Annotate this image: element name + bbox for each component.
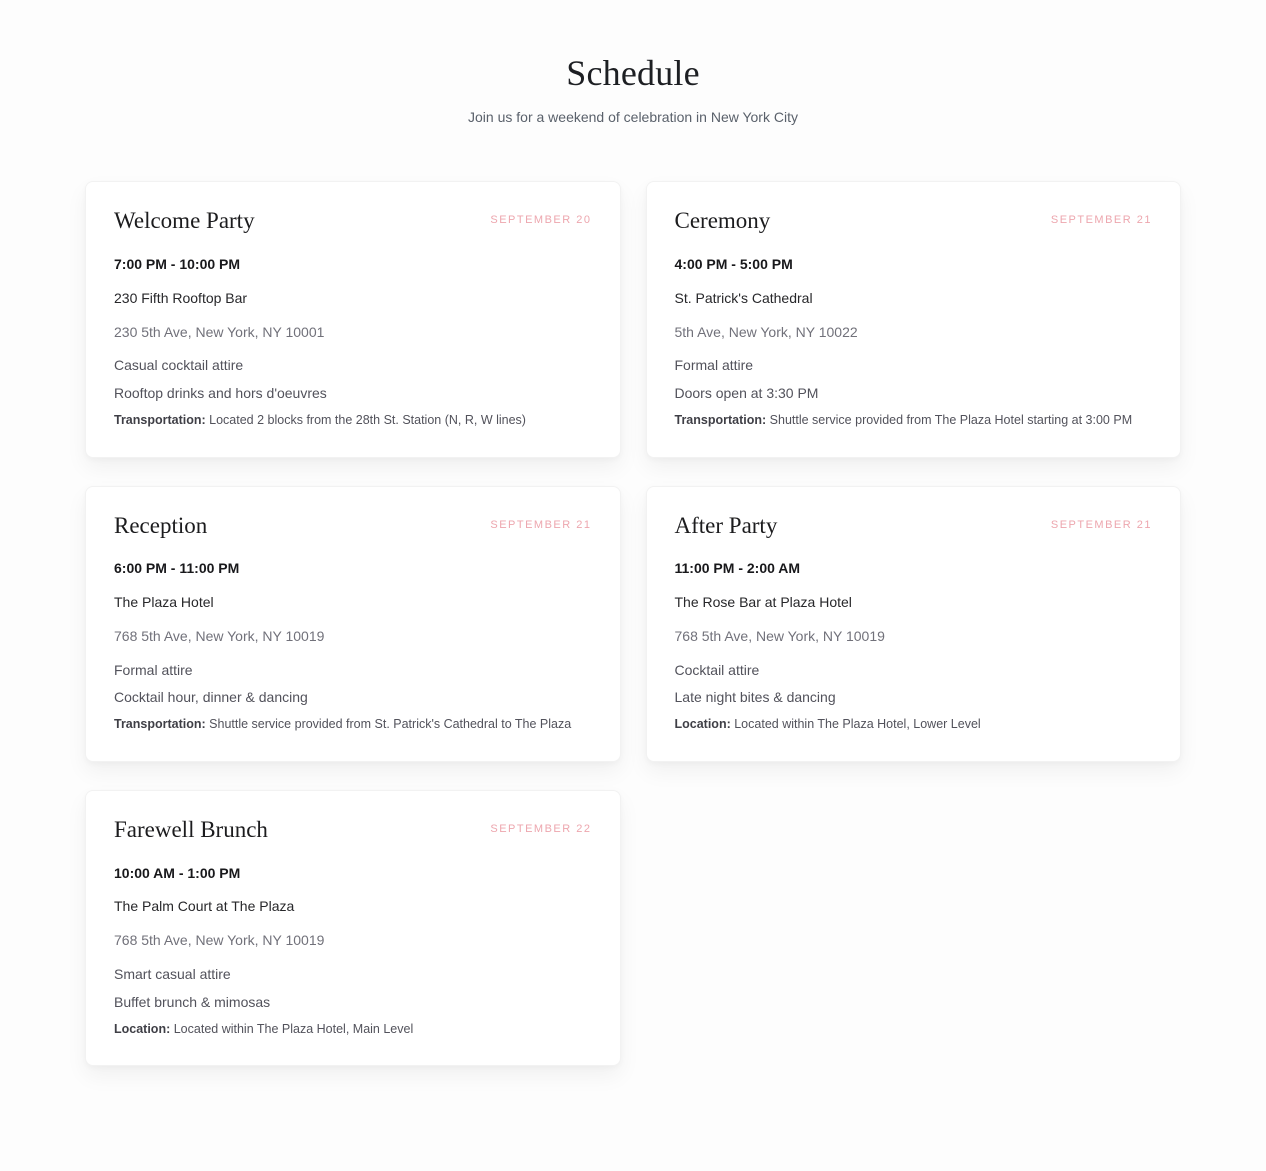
event-title: Ceremony	[674, 208, 771, 234]
event-card-after-party	[646, 486, 1182, 762]
event-note	[675, 717, 1153, 733]
event-venue: The Palm Court at The Plaza	[114, 898, 295, 915]
event-time: 10:00 AM - 1:00 PM	[114, 864, 241, 881]
event-time: 4:00 PM - 5:00 PM	[674, 255, 793, 272]
event-date-badge: SEPTEMBER 20	[490, 214, 592, 227]
page-header	[0, 52, 1266, 125]
event-note-label: Transportation:	[674, 412, 767, 427]
event-card-header	[675, 207, 1153, 236]
event-venue: The Plaza Hotel	[114, 594, 214, 611]
page-title: Schedule	[566, 53, 700, 93]
event-attire: Formal attire	[114, 661, 193, 678]
event-time: 6:00 PM - 11:00 PM	[114, 560, 240, 577]
event-note-text: Located 2 blocks from the 28th St. Station (N, R, W lines)	[209, 412, 526, 427]
event-note-text: Located within The Plaza Hotel, Main Level	[173, 1021, 414, 1036]
event-address: 5th Ave, New York, NY 10022	[674, 323, 858, 340]
event-card-header	[675, 512, 1153, 541]
event-card-welcome-party	[85, 181, 621, 457]
event-attire: Smart casual attire	[114, 966, 231, 983]
event-card-header	[114, 816, 592, 845]
event-note-label: Location:	[674, 717, 731, 732]
event-time: 7:00 PM - 10:00 PM	[114, 255, 241, 272]
event-note	[114, 413, 592, 429]
event-address: 768 5th Ave, New York, NY 10019	[114, 932, 325, 949]
event-address: 768 5th Ave, New York, NY 10019	[674, 627, 885, 644]
event-card-ceremony	[646, 181, 1182, 457]
event-attire: Cocktail attire	[674, 661, 760, 678]
event-venue: The Rose Bar at Plaza Hotel	[674, 594, 852, 611]
event-title: Reception	[114, 512, 208, 538]
event-card-header	[114, 512, 592, 541]
event-attire: Casual cocktail attire	[114, 357, 244, 374]
event-title: After Party	[674, 512, 778, 538]
event-card-reception	[85, 486, 621, 762]
event-title: Farewell Brunch	[114, 816, 268, 842]
event-note-label: Transportation:	[114, 717, 206, 732]
page-subtitle: Join us for a weekend of celebration in New York City	[468, 109, 798, 126]
events-grid	[85, 181, 1181, 1146]
event-attire: Formal attire	[674, 357, 754, 374]
event-date-badge: SEPTEMBER 21	[1050, 214, 1152, 227]
event-note	[114, 717, 592, 733]
event-title: Welcome Party	[114, 208, 255, 234]
event-card-header	[114, 207, 592, 236]
event-description: Cocktail hour, dinner & dancing	[114, 689, 308, 706]
event-note-text: Shuttle service provided from St. Patrick's Cathedral to The Plaza	[209, 717, 572, 732]
event-note-text: Located within The Plaza Hotel, Lower Level	[734, 717, 981, 732]
event-note	[114, 1022, 592, 1038]
event-time: 11:00 PM - 2:00 AM	[674, 560, 801, 577]
event-date-badge: SEPTEMBER 21	[490, 518, 592, 531]
event-date-badge: SEPTEMBER 22	[490, 822, 592, 835]
event-description: Buffet brunch & mimosas	[114, 993, 271, 1010]
event-note-label: Location:	[114, 1021, 171, 1036]
event-description: Rooftop drinks and hors d'oeuvres	[114, 385, 327, 402]
event-note-text: Shuttle service provided from The Plaza Hotel starting at 3:00 PM	[769, 412, 1133, 427]
event-description: Late night bites & dancing	[674, 689, 836, 706]
event-note-label: Transportation:	[114, 412, 206, 427]
event-card-farewell-brunch	[85, 790, 621, 1066]
event-description: Doors open at 3:30 PM	[674, 385, 819, 402]
event-date-badge: SEPTEMBER 21	[1050, 518, 1152, 531]
event-address: 768 5th Ave, New York, NY 10019	[114, 627, 325, 644]
event-note	[675, 413, 1153, 429]
event-address: 230 5th Ave, New York, NY 10001	[114, 323, 325, 340]
event-venue: St. Patrick's Cathedral	[674, 289, 813, 306]
event-venue: 230 Fifth Rooftop Bar	[114, 289, 248, 306]
